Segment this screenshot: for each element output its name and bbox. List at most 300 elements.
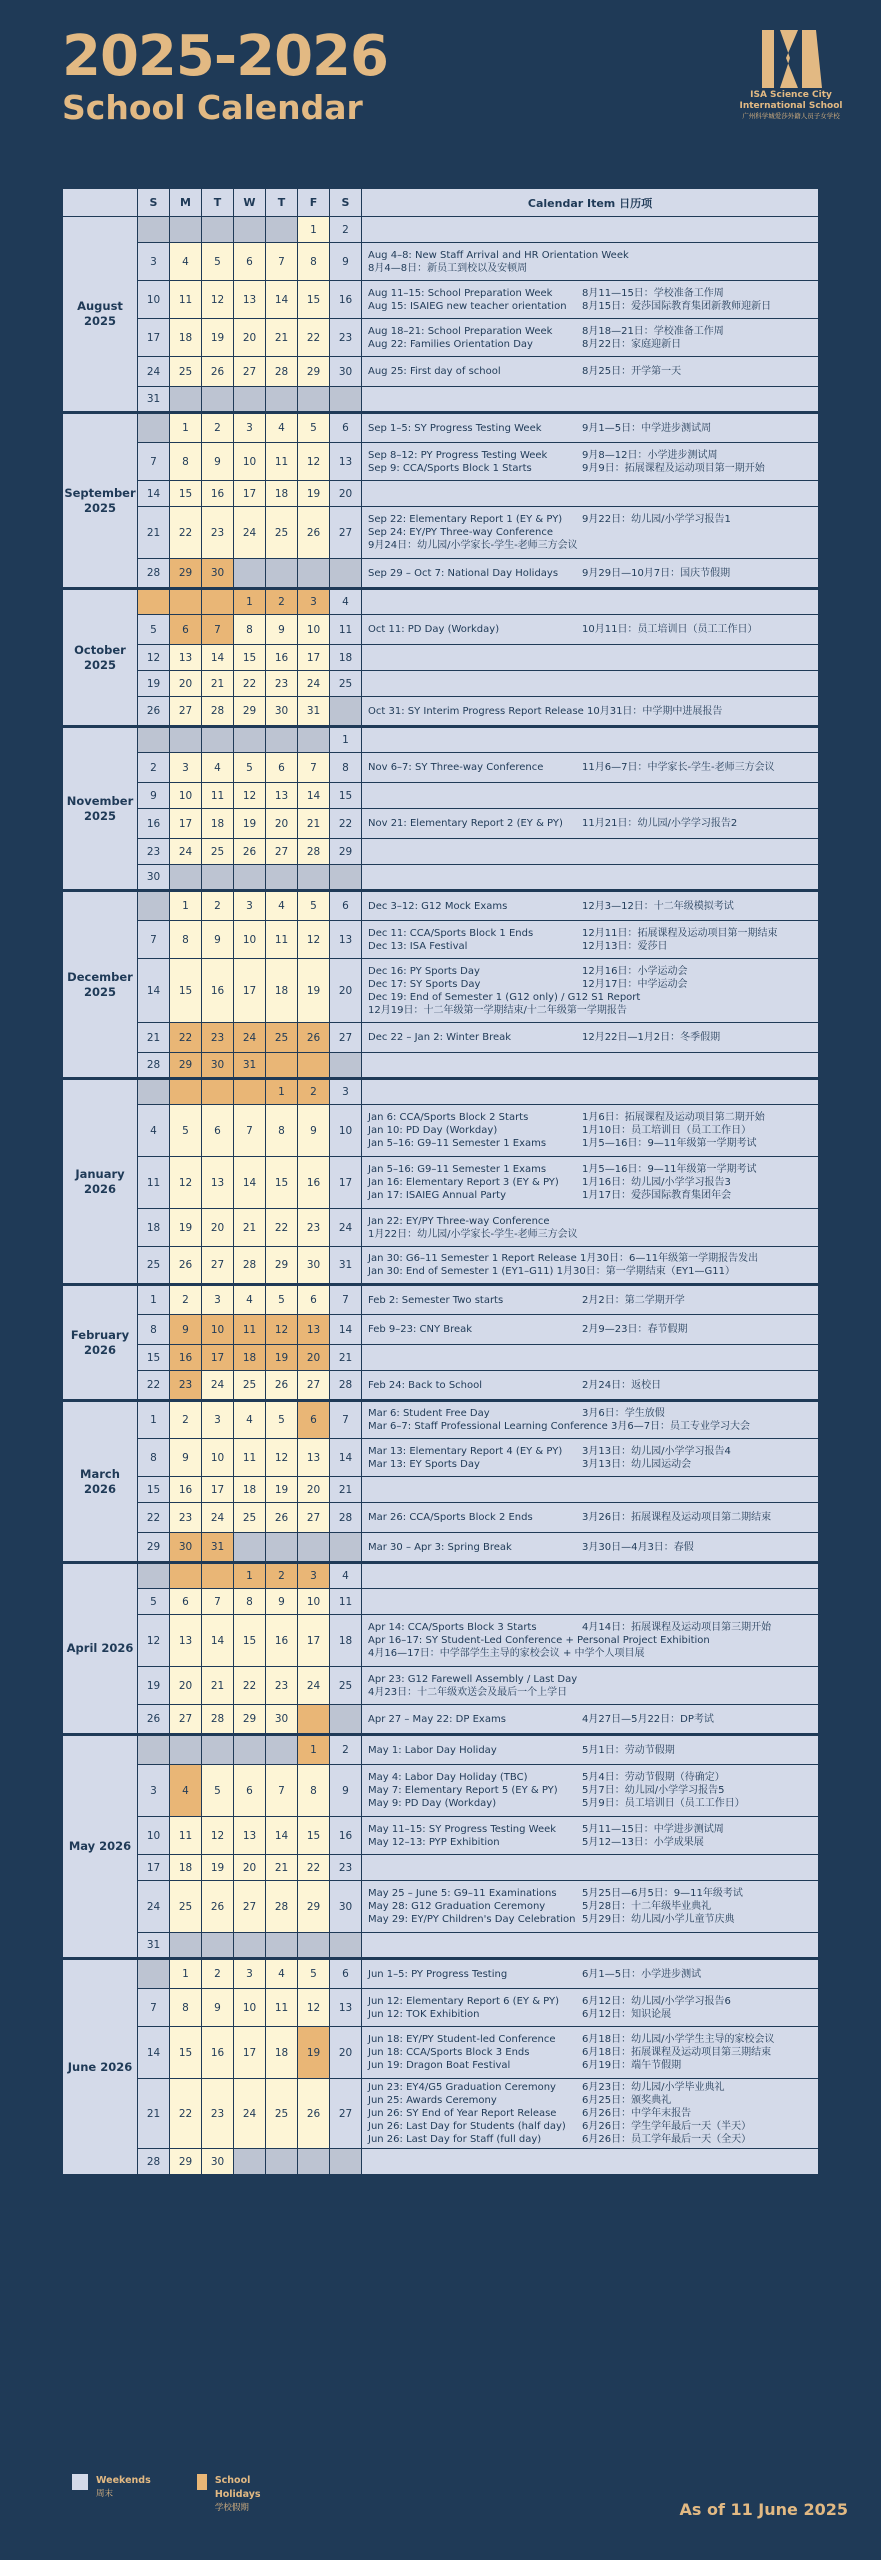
day-cell bbox=[170, 1563, 202, 1589]
day-cell bbox=[170, 1735, 202, 1765]
day-cell: 17 bbox=[138, 1855, 170, 1881]
week-row bbox=[63, 1105, 819, 1157]
day-cell bbox=[266, 217, 298, 243]
day-cell: 29 bbox=[138, 1533, 170, 1563]
day-cell bbox=[330, 2149, 362, 2175]
event-text-en: May 4: Labor Day Holiday (TBC) bbox=[368, 1772, 528, 1783]
event-text-en: Apr 27 – May 22: DP Exams bbox=[368, 1713, 506, 1725]
calendar-event bbox=[368, 1634, 812, 1647]
event-text-en: May 9: PD Day (Workday) bbox=[368, 1798, 497, 1809]
day-cell: 6 bbox=[170, 1589, 202, 1615]
day-cell bbox=[330, 1053, 362, 1079]
week-row bbox=[63, 1401, 819, 1439]
event-text-zh: 3月26日：拓展课程及运动项目第二期结束 bbox=[582, 1512, 772, 1523]
day-cell bbox=[138, 1079, 170, 1105]
day-cell: 8 bbox=[234, 1589, 266, 1615]
calendar-item-cell bbox=[362, 387, 819, 413]
calendar-item-cell bbox=[362, 1023, 819, 1053]
day-cell: 5 bbox=[138, 615, 170, 645]
day-cell: 13 bbox=[266, 783, 298, 809]
week-row bbox=[63, 281, 819, 319]
day-cell: 31 bbox=[330, 1247, 362, 1285]
event-text-zh: 6月12日：知识论展 bbox=[582, 2008, 672, 2020]
day-cell: 26 bbox=[266, 1503, 298, 1533]
day-cell: 23 bbox=[170, 1503, 202, 1533]
event-text-en: Jun 23: EY4/G5 Graduation Ceremony bbox=[368, 2082, 556, 2093]
day-cell: 27 bbox=[298, 1371, 330, 1401]
week-row bbox=[63, 1933, 819, 1959]
calendar-event bbox=[368, 1420, 812, 1433]
day-cell: 30 bbox=[330, 1881, 362, 1933]
legend-holidays bbox=[197, 2474, 267, 2514]
calendar-item-cell bbox=[362, 645, 819, 671]
week-row bbox=[63, 1477, 819, 1503]
week-row bbox=[63, 1615, 819, 1667]
calendar-item-cell bbox=[362, 1247, 819, 1285]
event-text-en: Feb 24: Back to School bbox=[368, 1379, 483, 1391]
event-text-zh: 8月15日：爱莎国际教育集团新教师迎新日 bbox=[582, 300, 772, 312]
day-cell: 23 bbox=[266, 671, 298, 697]
day-cell bbox=[202, 727, 234, 753]
event-text-en: Jun 19: Dragon Boat Festival bbox=[368, 2060, 511, 2071]
week-row bbox=[63, 1247, 819, 1285]
day-cell: 17 bbox=[298, 1615, 330, 1667]
day-cell: 5 bbox=[266, 1401, 298, 1439]
day-cell: 23 bbox=[170, 1371, 202, 1401]
day-cell: 20 bbox=[170, 1667, 202, 1705]
as-of-date: As of 11 June 2025 bbox=[679, 2500, 848, 2519]
week-row bbox=[63, 2079, 819, 2149]
week-row bbox=[63, 2149, 819, 2175]
calendar-item-cell bbox=[362, 1477, 819, 1503]
day-cell: 24 bbox=[234, 1023, 266, 1053]
calendar-item-cell bbox=[362, 865, 819, 891]
day-cell: 1 bbox=[138, 1285, 170, 1315]
day-cell: 12 bbox=[234, 783, 266, 809]
calendar-event bbox=[368, 2059, 812, 2072]
event-text-en: Sep 9: CCA/Sports Block 1 Starts bbox=[368, 462, 532, 474]
day-cell: 8 bbox=[234, 615, 266, 645]
day-cell bbox=[202, 589, 234, 615]
calendar-item-cell bbox=[362, 959, 819, 1023]
day-cell: 17 bbox=[234, 959, 266, 1023]
col-calendar-item: Calendar Item 日历项 bbox=[362, 189, 819, 217]
day-cell: 8 bbox=[266, 1105, 298, 1157]
day-cell: 26 bbox=[138, 1705, 170, 1735]
day-cell bbox=[330, 1933, 362, 1959]
event-text-zh: 1月5—16日：9—11年级第一学期考试 bbox=[582, 1138, 757, 1149]
day-cell: 12 bbox=[170, 1157, 202, 1209]
day-cell bbox=[298, 1933, 330, 1959]
calendar-event bbox=[368, 1913, 812, 1926]
week-row bbox=[63, 413, 819, 443]
week-row bbox=[63, 1765, 819, 1817]
day-cell: 4 bbox=[234, 1285, 266, 1315]
day-cell bbox=[138, 727, 170, 753]
calendar-item-cell bbox=[362, 1401, 819, 1439]
day-cell: 20 bbox=[298, 1345, 330, 1371]
day-cell: 9 bbox=[330, 1765, 362, 1817]
day-cell: 19 bbox=[298, 2027, 330, 2079]
calendar-event bbox=[368, 1541, 812, 1554]
day-cell bbox=[202, 1079, 234, 1105]
event-text-zh: 3月6日：学生放假 bbox=[582, 1408, 665, 1419]
calendar-item-cell bbox=[362, 1503, 819, 1533]
day-cell bbox=[170, 387, 202, 413]
day-cell: 27 bbox=[330, 2079, 362, 2149]
day-cell: 30 bbox=[138, 865, 170, 891]
calendar-item-cell bbox=[362, 809, 819, 839]
event-text-en: 8月4—8日：新员工到校以及安顿周 bbox=[368, 262, 528, 274]
calendar-event bbox=[368, 1407, 812, 1420]
week-row bbox=[63, 1705, 819, 1735]
day-cell: 18 bbox=[202, 809, 234, 839]
day-cell: 20 bbox=[170, 671, 202, 697]
calendar-item-cell bbox=[362, 615, 819, 645]
day-cell: 28 bbox=[202, 697, 234, 727]
day-cell: 1 bbox=[330, 727, 362, 753]
week-row bbox=[63, 1209, 819, 1247]
day-cell: 17 bbox=[202, 1477, 234, 1503]
day-cell: 15 bbox=[138, 1477, 170, 1503]
day-cell: 24 bbox=[138, 1881, 170, 1933]
event-text-zh: 5月28日：十二年级毕业典礼 bbox=[582, 1901, 712, 1912]
day-cell: 21 bbox=[266, 1855, 298, 1881]
calendar-event bbox=[368, 1215, 812, 1228]
day-cell: 3 bbox=[202, 1401, 234, 1439]
event-text-zh: 5月29日：幼儿园/小学儿童节庆典 bbox=[582, 1914, 735, 1925]
day-cell: 16 bbox=[330, 281, 362, 319]
day-cell: 31 bbox=[202, 1533, 234, 1563]
page-title: School Calendar bbox=[62, 88, 363, 127]
event-text-en: Sep 8–12: PY Progress Testing Week bbox=[368, 449, 548, 461]
day-cell: 1 bbox=[298, 1735, 330, 1765]
week-row bbox=[63, 615, 819, 645]
day-cell: 13 bbox=[202, 1157, 234, 1209]
day-cell: 15 bbox=[298, 1817, 330, 1855]
day-cell: 11 bbox=[170, 1817, 202, 1855]
event-text-zh: 3月13日：幼儿园运动会 bbox=[582, 1458, 692, 1470]
calendar-item-cell bbox=[362, 1589, 819, 1615]
day-cell bbox=[138, 891, 170, 921]
day-cell: 12 bbox=[298, 1989, 330, 2027]
calendar-item-cell bbox=[362, 921, 819, 959]
calendar-item-cell bbox=[362, 2149, 819, 2175]
event-text-zh: 12月16日：小学运动会 bbox=[582, 965, 688, 977]
day-cell: 3 bbox=[234, 1959, 266, 1989]
day-cell: 10 bbox=[234, 443, 266, 481]
day-cell: 25 bbox=[330, 1667, 362, 1705]
day-cell: 5 bbox=[298, 1959, 330, 1989]
week-row bbox=[63, 1023, 819, 1053]
event-text-en: Jun 1–5: PY Progress Testing bbox=[368, 1968, 508, 1980]
event-text-en: May 7: Elementary Report 5 (EY & PY) bbox=[368, 1785, 558, 1796]
day-cell: 4 bbox=[234, 1401, 266, 1439]
legend-holidays-en: School Holidays bbox=[214, 2475, 261, 2500]
day-cell: 21 bbox=[330, 1345, 362, 1371]
day-cell: 16 bbox=[170, 1345, 202, 1371]
day-cell: 22 bbox=[138, 1503, 170, 1533]
week-row bbox=[63, 1735, 819, 1765]
calendar-event bbox=[368, 300, 812, 313]
day-cell: 28 bbox=[330, 1371, 362, 1401]
day-cell: 7 bbox=[330, 1401, 362, 1439]
day-cell: 8 bbox=[170, 1989, 202, 2027]
week-row bbox=[63, 357, 819, 387]
week-row bbox=[63, 839, 819, 865]
day-cell: 18 bbox=[138, 1209, 170, 1247]
calendar-item-cell bbox=[362, 1735, 819, 1765]
day-cell: 17 bbox=[170, 809, 202, 839]
calendar-event bbox=[368, 365, 812, 378]
day-cell: 1 bbox=[266, 1079, 298, 1105]
week-row bbox=[63, 959, 819, 1023]
event-text-en: Jan 22: EY/PY Three-way Conference bbox=[368, 1215, 550, 1227]
day-cell: 26 bbox=[298, 507, 330, 559]
day-cell: 5 bbox=[138, 1589, 170, 1615]
day-cell: 20 bbox=[234, 319, 266, 357]
week-row bbox=[63, 1345, 819, 1371]
day-cell: 16 bbox=[202, 481, 234, 507]
week-row bbox=[63, 1315, 819, 1345]
calendar-item-cell bbox=[362, 319, 819, 357]
event-text-zh: 2月9—23日：春节假期 bbox=[582, 1324, 688, 1335]
isa-logo-icon bbox=[758, 28, 824, 90]
day-cell: 2 bbox=[202, 891, 234, 921]
day-cell: 21 bbox=[138, 2079, 170, 2149]
day-cell bbox=[202, 217, 234, 243]
day-cell: 26 bbox=[298, 2079, 330, 2149]
event-text-en: May 25 – June 5: G9–11 Examinations bbox=[368, 1888, 557, 1899]
event-text-en: Feb 9–23: CNY Break bbox=[368, 1324, 473, 1335]
day-cell: 5 bbox=[202, 1765, 234, 1817]
event-text-zh: 6月12日：幼儿园/小学学习报告6 bbox=[582, 1995, 731, 2007]
day-cell: 1 bbox=[234, 1563, 266, 1589]
calendar-event bbox=[368, 1744, 812, 1757]
day-cell: 6 bbox=[170, 615, 202, 645]
event-text-zh: 2月24日：返校日 bbox=[582, 1379, 662, 1391]
event-text-en: May 12–13: PYP Exhibition bbox=[368, 1836, 500, 1848]
week-row bbox=[63, 1989, 819, 2027]
day-cell: 9 bbox=[170, 1439, 202, 1477]
day-cell: 4 bbox=[138, 1105, 170, 1157]
calendar-event bbox=[368, 705, 812, 718]
day-cell: 12 bbox=[298, 921, 330, 959]
day-cell: 5 bbox=[298, 413, 330, 443]
event-text-en: 12月19日：十二年级第一学期结束/十二年级第一学期报告 bbox=[368, 1004, 627, 1016]
day-cell: 29 bbox=[170, 559, 202, 589]
calendar-event bbox=[368, 1511, 812, 1524]
event-text-en: Dec 11: CCA/Sports Block 1 Ends bbox=[368, 927, 534, 939]
event-text-zh: 8月25日：开学第一天 bbox=[582, 366, 682, 377]
calendar-event bbox=[368, 567, 812, 580]
calendar-event bbox=[368, 623, 812, 636]
day-cell: 2 bbox=[170, 1401, 202, 1439]
col-sun: S bbox=[138, 189, 170, 217]
month-label: March 2026 bbox=[63, 1401, 138, 1563]
calendar-item-cell bbox=[362, 217, 819, 243]
day-cell: 31 bbox=[298, 697, 330, 727]
day-cell: 14 bbox=[138, 481, 170, 507]
legend-weekends bbox=[72, 2474, 151, 2500]
event-text-zh: 5月4日：劳动节假期（待确定） bbox=[582, 1772, 725, 1783]
day-cell: 10 bbox=[298, 615, 330, 645]
event-text-zh: 9月1—5日：中学进步测试周 bbox=[582, 422, 712, 434]
calendar-item-cell bbox=[362, 1705, 819, 1735]
day-cell: 5 bbox=[170, 1105, 202, 1157]
day-cell: 4 bbox=[170, 243, 202, 281]
event-text-zh: 6月26日：学生学年最后一天（半天） bbox=[582, 2121, 752, 2132]
event-text-zh: 8月11—15日：学校准备工作周 bbox=[582, 287, 724, 299]
day-cell: 13 bbox=[298, 1315, 330, 1345]
week-row bbox=[63, 1285, 819, 1315]
col-thu: T bbox=[266, 189, 298, 217]
event-text-en: Jan 30: End of Semester 1 (EY1–G11) 1月30日：第一学期结束（EY1—G11） bbox=[368, 1266, 735, 1277]
day-cell: 13 bbox=[234, 1817, 266, 1855]
month-label: April 2026 bbox=[63, 1563, 138, 1735]
day-cell bbox=[266, 1933, 298, 1959]
calendar-event bbox=[368, 817, 812, 830]
day-cell: 31 bbox=[138, 1933, 170, 1959]
event-text-en: Jun 18: EY/PY Student-led Conference bbox=[368, 2034, 556, 2045]
day-cell: 7 bbox=[202, 1589, 234, 1615]
day-cell: 15 bbox=[266, 1157, 298, 1209]
day-cell: 22 bbox=[266, 1209, 298, 1247]
day-cell bbox=[234, 387, 266, 413]
day-cell: 25 bbox=[170, 357, 202, 387]
holiday-swatch bbox=[197, 2474, 207, 2490]
week-row bbox=[63, 1157, 819, 1209]
event-text-zh: 6月25日：颁奖典礼 bbox=[582, 2095, 672, 2106]
day-cell: 27 bbox=[170, 697, 202, 727]
day-cell: 16 bbox=[298, 1157, 330, 1209]
day-cell: 27 bbox=[234, 1881, 266, 1933]
calendar-item-cell bbox=[362, 2079, 819, 2149]
day-cell bbox=[170, 217, 202, 243]
day-cell: 6 bbox=[330, 413, 362, 443]
day-cell: 16 bbox=[138, 809, 170, 839]
event-text-zh: 12月17日：中学运动会 bbox=[582, 978, 688, 990]
day-cell bbox=[234, 1735, 266, 1765]
day-cell: 2 bbox=[170, 1285, 202, 1315]
day-cell: 19 bbox=[138, 1667, 170, 1705]
week-row bbox=[63, 1959, 819, 1989]
calendar-event bbox=[368, 1836, 812, 1849]
day-cell: 21 bbox=[202, 1667, 234, 1705]
event-text-zh: 2月2日：第二学期开学 bbox=[582, 1294, 685, 1306]
day-cell: 25 bbox=[266, 1023, 298, 1053]
day-cell: 30 bbox=[266, 697, 298, 727]
day-cell: 16 bbox=[266, 1615, 298, 1667]
calendar-event bbox=[368, 249, 812, 262]
week-row bbox=[63, 809, 819, 839]
day-cell: 26 bbox=[202, 357, 234, 387]
day-cell: 15 bbox=[170, 481, 202, 507]
calendar-item-cell bbox=[362, 1345, 819, 1371]
calendar-item-cell bbox=[362, 1563, 819, 1589]
event-text-zh: 1月16日：幼儿园/小学学习报告3 bbox=[582, 1177, 731, 1188]
day-cell: 28 bbox=[330, 1503, 362, 1533]
calendar-event bbox=[368, 1189, 812, 1202]
day-cell: 16 bbox=[202, 959, 234, 1023]
calendar-event bbox=[368, 2107, 812, 2120]
week-row bbox=[63, 921, 819, 959]
day-cell: 3 bbox=[234, 413, 266, 443]
day-cell: 29 bbox=[266, 1247, 298, 1285]
day-cell: 22 bbox=[170, 2079, 202, 2149]
event-text-en: Oct 11: PD Day (Workday) bbox=[368, 624, 500, 635]
day-cell: 24 bbox=[138, 357, 170, 387]
calendar-event bbox=[368, 539, 812, 552]
day-cell: 12 bbox=[266, 1439, 298, 1477]
calendar-item-cell bbox=[362, 1209, 819, 1247]
calendar-event bbox=[368, 1458, 812, 1471]
day-cell: 3 bbox=[138, 243, 170, 281]
day-cell: 11 bbox=[234, 1439, 266, 1477]
day-cell: 12 bbox=[138, 645, 170, 671]
day-cell: 22 bbox=[234, 1667, 266, 1705]
year-title: 2025-2026 bbox=[62, 24, 388, 89]
calendar-event bbox=[368, 927, 812, 940]
calendar-event bbox=[368, 325, 812, 338]
event-text-zh: 5月12—13日：小学成果展 bbox=[582, 1836, 704, 1848]
event-text-zh: 3月30日—4月3日：春假 bbox=[582, 1541, 694, 1553]
day-cell: 17 bbox=[330, 1157, 362, 1209]
day-cell: 7 bbox=[202, 615, 234, 645]
day-cell: 2 bbox=[202, 413, 234, 443]
calendar-event bbox=[368, 991, 812, 1004]
calendar-event bbox=[368, 1137, 812, 1150]
week-row bbox=[63, 1817, 819, 1855]
event-text-en: Oct 31: SY Interim Progress Report Release 10月31日：中学期中进展报告 bbox=[368, 705, 723, 717]
day-cell: 9 bbox=[138, 783, 170, 809]
day-cell: 7 bbox=[138, 921, 170, 959]
day-cell: 16 bbox=[170, 1477, 202, 1503]
calendar-event bbox=[368, 1445, 812, 1458]
day-cell: 18 bbox=[266, 481, 298, 507]
day-cell: 17 bbox=[234, 481, 266, 507]
day-cell: 19 bbox=[266, 1345, 298, 1371]
day-cell: 11 bbox=[138, 1157, 170, 1209]
day-cell: 10 bbox=[234, 1989, 266, 2027]
event-text-zh: 12月22日—1月2日：冬季假期 bbox=[582, 1032, 721, 1043]
event-text-en: Jan 5–16: G9–11 Semester 1 Exams bbox=[368, 1164, 547, 1175]
day-cell: 1 bbox=[234, 589, 266, 615]
day-cell: 7 bbox=[138, 1989, 170, 2027]
calendar-event bbox=[368, 1900, 812, 1913]
calendar-item-cell bbox=[362, 783, 819, 809]
event-text-zh: 5月25日—6月5日：9—11年级考试 bbox=[582, 1888, 743, 1899]
day-cell: 2 bbox=[266, 1563, 298, 1589]
day-cell bbox=[266, 865, 298, 891]
event-text-en: Mar 13: Elementary Report 4 (EY & PY) bbox=[368, 1445, 563, 1457]
event-text-en: Apr 14: CCA/Sports Block 3 Starts bbox=[368, 1622, 537, 1633]
calendar-event bbox=[368, 2133, 812, 2146]
day-cell: 3 bbox=[234, 891, 266, 921]
day-cell: 10 bbox=[138, 1817, 170, 1855]
day-cell: 11 bbox=[266, 921, 298, 959]
day-cell bbox=[330, 559, 362, 589]
calendar-item-cell bbox=[362, 2027, 819, 2079]
day-cell: 6 bbox=[298, 1285, 330, 1315]
week-row bbox=[63, 891, 819, 921]
day-cell: 24 bbox=[202, 1503, 234, 1533]
day-cell: 24 bbox=[234, 2079, 266, 2149]
day-cell bbox=[298, 1053, 330, 1079]
calendar-event bbox=[368, 1823, 812, 1836]
event-text-en: Dec 22 – Jan 2: Winter Break bbox=[368, 1032, 512, 1043]
day-cell: 13 bbox=[298, 1439, 330, 1477]
